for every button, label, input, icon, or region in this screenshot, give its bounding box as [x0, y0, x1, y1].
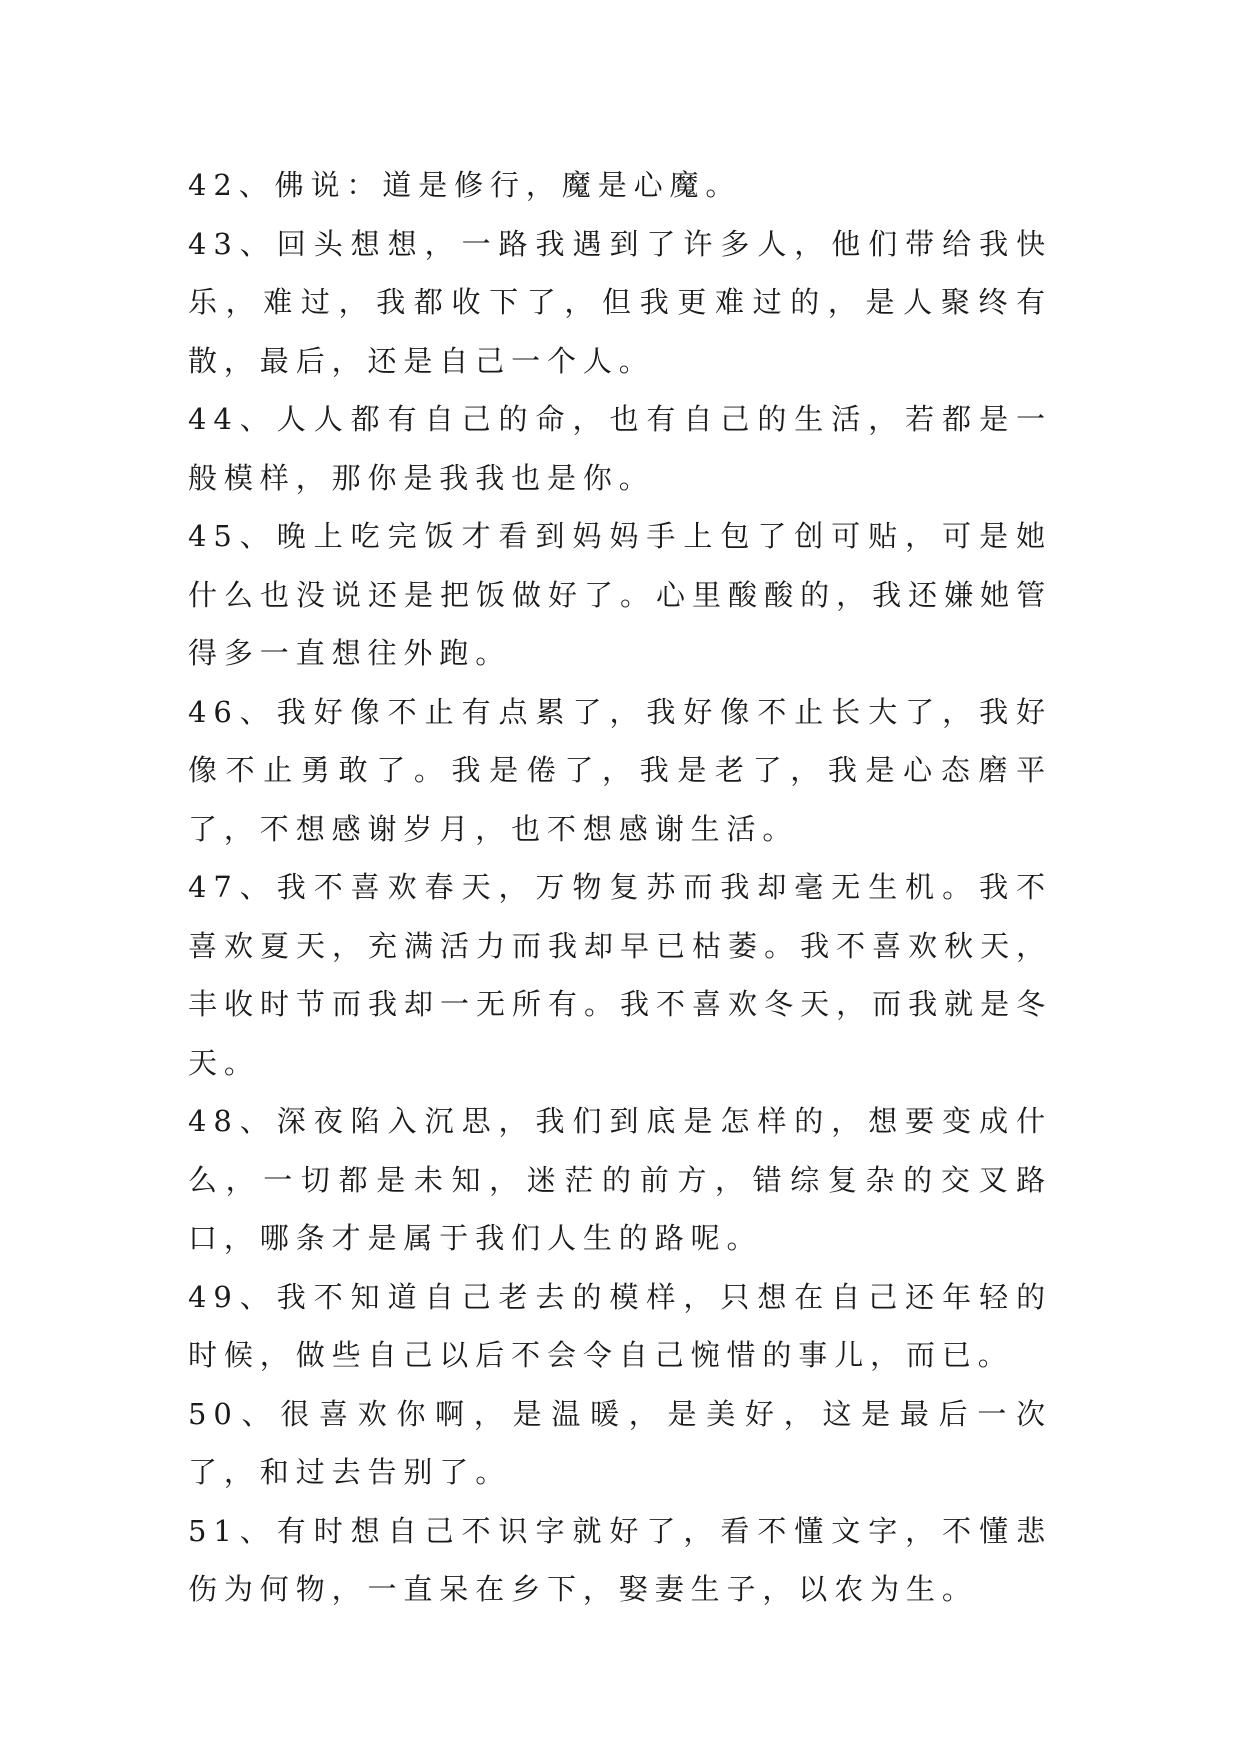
entry-47: 47、我不喜欢春天，万物复苏而我却毫无生机。我不喜欢夏天，充满活力而我却早已枯萎。我不喜欢秋天，丰收时节而我却一无所有。我不喜欢冬天，而我就是冬天。	[188, 870, 1052, 1080]
entry-44: 44、人人都有自己的命，也有自己的生活，若都是一般模样，那你是我我也是你。	[188, 402, 1052, 495]
entry-50: 50、很喜欢你啊，是温暖，是美好，这是最后一次了，和过去告别了。	[188, 1396, 1052, 1489]
entry-46: 46、我好像不止有点累了，我好像不止长大了，我好像不止勇敢了。我是倦了，我是老了，我是心态磨平了，不想感谢岁月，也不想感谢生活。	[188, 694, 1052, 846]
entry-45: 45、晚上吃完饭才看到妈妈手上包了创可贴，可是她什么也没说还是把饭做好了。心里酸酸的，我还嫌她管得多一直想往外跑。	[188, 519, 1052, 670]
entry-48: 48、深夜陷入沉思，我们到底是怎样的，想要变成什么，一切都是未知，迷茫的前方，错综复杂的交叉路口，哪条才是属于我们人生的路呢。	[188, 1104, 1052, 1255]
document-body	[188, 156, 1052, 1619]
entry-43: 43、回头想想，一路我遇到了许多人，他们带给我快乐，难过，我都收下了，但我更难过的，是人聚终有散，最后，还是自己一个人。	[188, 226, 1052, 378]
entry-49: 49、我不知道自己老去的模样，只想在自己还年轻的时候，做些自己以后不会令自己惋惜的事儿，而已。	[188, 1279, 1052, 1372]
entry-42: 42、佛说：道是修行，魔是心魔。	[188, 168, 742, 202]
entry-51: 51、有时想自己不识字就好了，看不懂文字，不懂悲伤为何物，一直呆在乡下，娶妻生子，以农为生。	[188, 1513, 1052, 1606]
